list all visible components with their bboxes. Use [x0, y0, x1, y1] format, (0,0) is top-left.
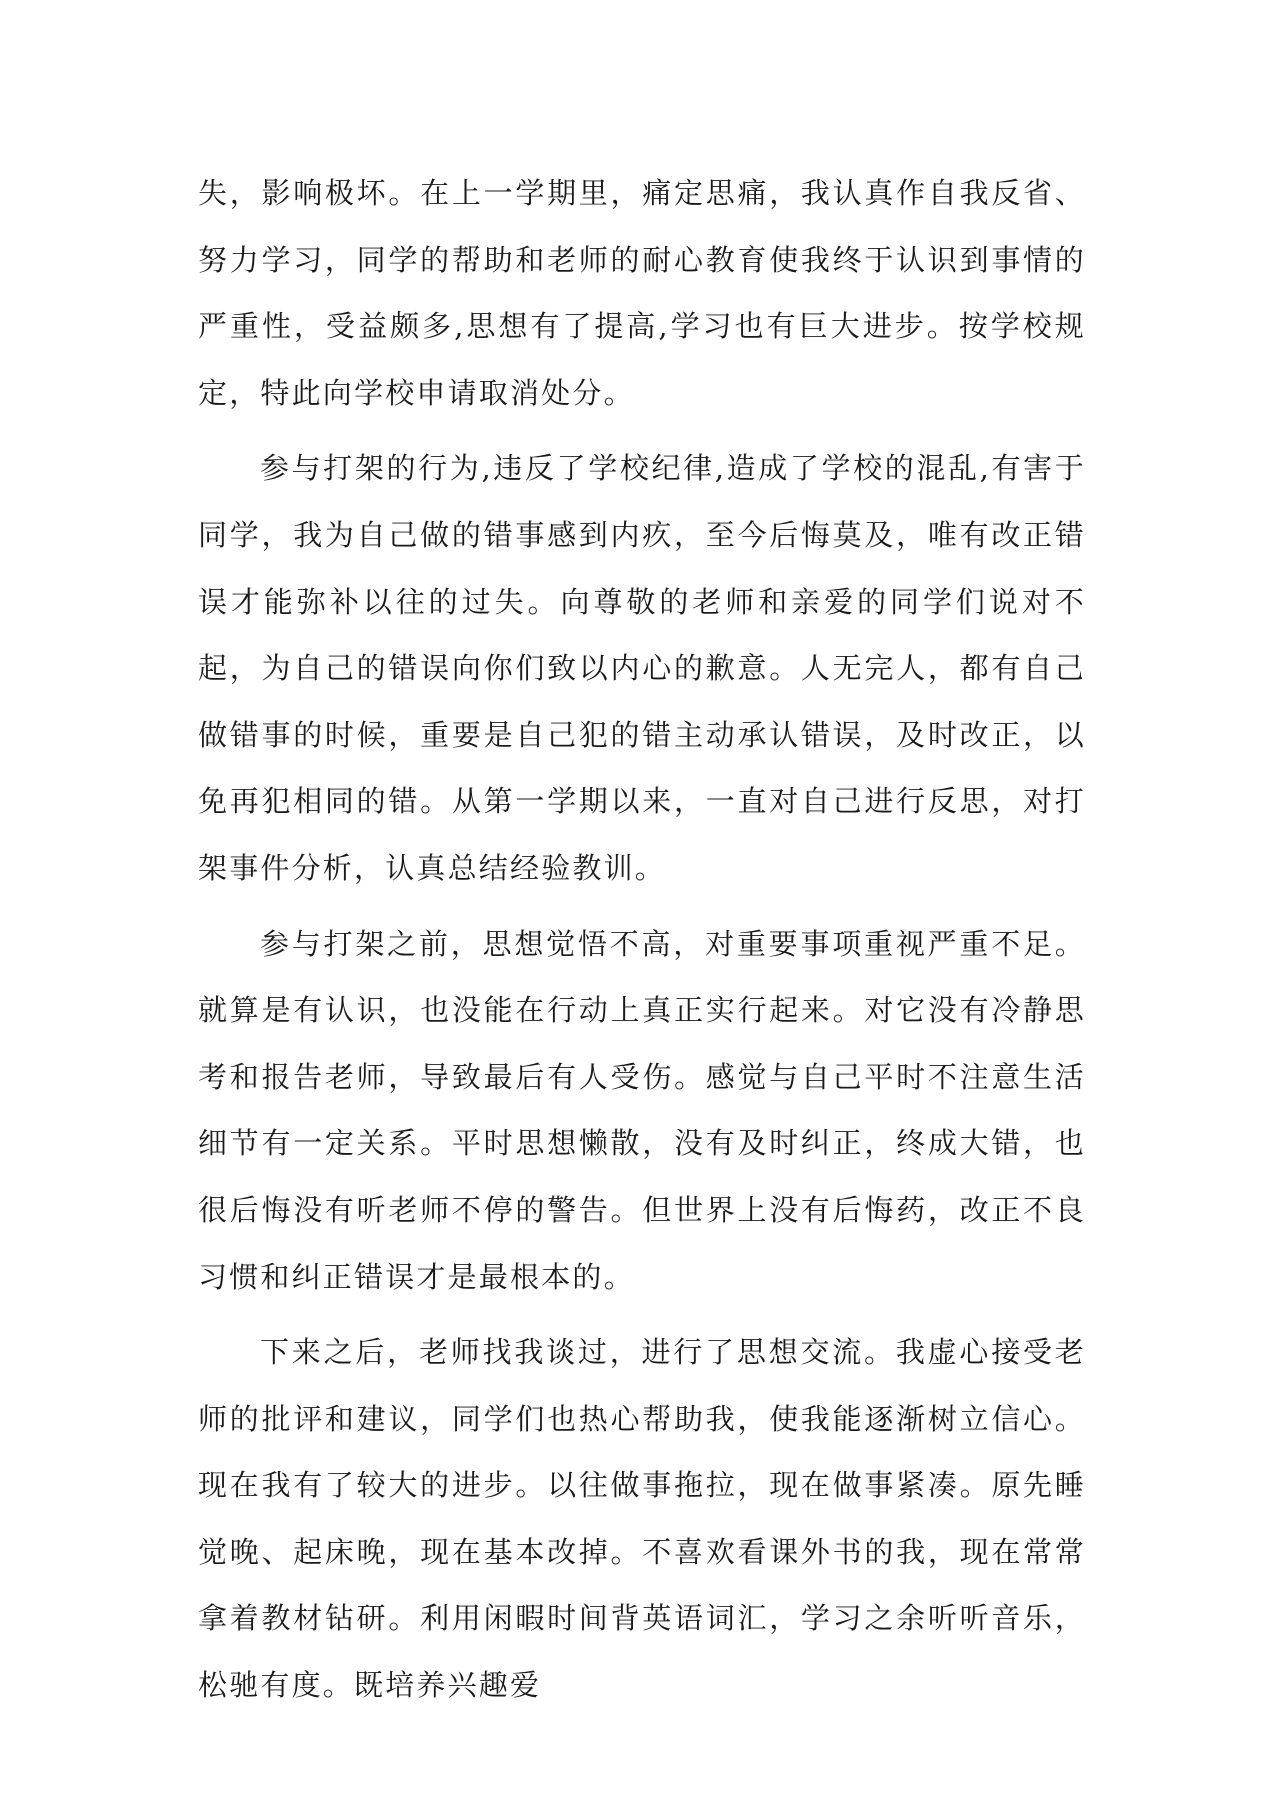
paragraph-2: 参与打架的行为,违反了学校纪律,造成了学校的混乱,有害于同学，我为自己做的错事感到内疚，至今后悔莫及，唯有改正错误才能弥补以往的过失。向尊敬的老师和亲爱的同学们说对不起，为自己的错误向你们致以内心的歉意。人无完人，都有自己做错事的时候，重要是自己犯的错主动承认错误，及时改正，以免再犯相同的错。从第一学期以来，一直对自己进行反思，对打架事件分析，认真总结经验教训。 [198, 451, 1086, 885]
document-body [198, 160, 1086, 1719]
paragraph-1: 失，影响极坏。在上一学期里，痛定思痛，我认真作自我反省、努力学习，同学的帮助和老师的耐心教育使我终于认识到事情的严重性，受益颇多,思想有了提高,学习也有巨大进步。按学校规定，特此向学校申请取消处分。 [198, 176, 1086, 410]
paragraph-4: 下来之后，老师找我谈过，进行了思想交流。我虚心接受老师的批评和建议，同学们也热心帮助我，使我能逐渐树立信心。现在我有了较大的进步。以往做事拖拉，现在做事紧凑。原先睡觉晚、起床晚，现在基本改掉。不喜欢看课外书的我，现在常常拿着教材钻研。利用闲暇时间背英语词汇，学习之余听听音乐，松驰有度。既培养兴趣爱 [198, 1335, 1086, 1703]
paragraph-3: 参与打架之前，思想觉悟不高，对重要事项重视严重不足。就算是有认识，也没能在行动上真正实行起来。对它没有冷静思考和报告老师，导致最后有人受伤。感觉与自己平时不注意生活细节有一定关系。平时思想懒散，没有及时纠正，终成大错，也很后悔没有听老师不停的警告。但世界上没有后悔药，改正不良习惯和纠正错误才是最根本的。 [198, 926, 1086, 1294]
